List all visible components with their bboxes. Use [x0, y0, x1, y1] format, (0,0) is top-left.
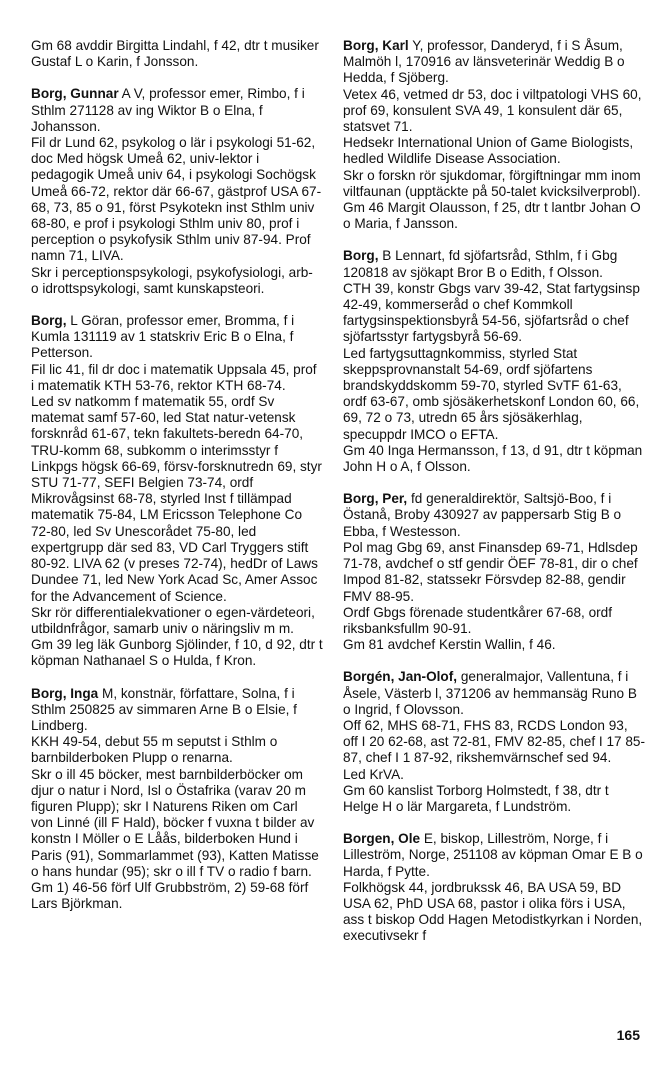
- entry-heading: [31, 313, 323, 362]
- entry-borg-gunnar: [31, 86, 323, 297]
- entry-name: Borg, Karl: [343, 38, 409, 53]
- entry-name: Borgén, Jan-Olof,: [343, 669, 458, 685]
- entry-paragraph: Gm 81 avdchef Kerstin Wallin, f 46.: [343, 637, 556, 653]
- entry-paragraph: Gm 40 Inga Hermansson, f 13, d 91, dtr t köpman John H o A, f Olsson.: [343, 442, 643, 475]
- entry-borgen-jan-olof: [343, 669, 645, 815]
- entry-paragraph: Led sv natkomm f matematik 55, ordf Sv matemat samf 57-60, led Stat natur-vetensk forsknråd 61-67, tekn fakultets-beredn 64-70, TRU-komm 68, subkomm o interimsstyr f Linkpgs högsk 66-69, försv-forsknutredn 69, styr STU 71-77, SEFI Belgien 73-74, ordf Mikrovågsinst 68-78, styrled Inst f tillämpad matematik 75-84, LM Ericsson Telephone Co 72-80, led Sv Unescorådet 75-80, led expertgrupp där sed 83, VD Carl Tryggers stift 80-92. LIVA 62 (v preses 72-74), hedDr of Laws Dundee 71, led New York Acad Sc, Amer Assoc for the Advancement of Science.: [31, 394, 322, 604]
- entry-paragraph: Ordf Gbgs förenade studentkårer 67-68, ordf riksbanksfullm 90-91.: [343, 604, 613, 636]
- entry-name: Borg,: [343, 248, 379, 264]
- entry-paragraph: Vetex 46, vetmed dr 53, doc i viltpatologi VHS 60, prof 69, konsulent SVA 49, 1 konsulent där 65, statsvet 71.: [343, 86, 642, 135]
- entry-intro: M, konstnär, författare, Solna, f i Sthlm 250825 av simmaren Arne B o Elsie, f Lindberg.: [31, 685, 297, 733]
- entry-paragraph: Pol mag Gbg 69, anst Finansdep 69-71, Hdlsdep 71-78, avdchef o stf gendir ÖEF 78-81, dir o chef Impod 81-82, statssekr Försvdep 82-88, gendir FMV 88-95.: [343, 539, 638, 604]
- entry-paragraph: Gm 46 Margit Olausson, f 25, dtr t lantbr Johan O o Maria, f Jansson.: [343, 200, 641, 232]
- entry-name: Borgen, Ole: [343, 831, 421, 847]
- entry-name: Borg, Per,: [343, 491, 408, 507]
- entry-intro: Y, professor, Danderyd, f i S Åsum, Malmöh l, 170916 av länsveterinär Weddig B o Hedda, f Sjöberg.: [343, 38, 625, 86]
- entry-intro: A V, professor emer, Rimbo, f i Sthlm 271128 av ing Wiktor B o Elna, f Johansson.: [31, 86, 305, 134]
- entry-paragraph: Gm 39 leg läk Gunborg Sjölinder, f 10, d 92, dtr t köpman Nathanael S o Hulda, f Kron.: [31, 637, 323, 669]
- entry-paragraph: Gm 68 avddir Birgitta Lindahl, f 42, dtr t musiker Gustaf L o Karin, f Jonsson.: [31, 38, 319, 70]
- entry-intro: fd generaldirektör, Saltsjö-Boo, f i Östanå, Broby 430927 av pappersarb Stig B o Ebba, f Westesson.: [343, 491, 622, 539]
- entry-paragraph: Hedsekr International Union of Game Biologists, hedled Wildlife Disease Association.: [343, 135, 634, 167]
- entry-paragraph: Skr rör differentialekvationer o egen-värdeteori, utbildnfrågor, samarb univ o näringsliv m m.: [31, 604, 315, 636]
- entry-heading: [343, 491, 645, 540]
- entry-continuation: [31, 38, 323, 70]
- entry-borg-lennart: [343, 248, 645, 475]
- entry-paragraph: Folkhögsk 44, jordbrukssk 46, BA USA 59, BD USA 62, PhD USA 68, pastor i olika förs i USA, ass t biskop Odd Hagen Metodistkyrkan i Norden, executivsekr f: [343, 879, 643, 944]
- entry-heading: [343, 38, 645, 87]
- entry-paragraph: Skr o ill 45 böcker, mest barnbilderböcker om djur o natur i Nord, Isl o Östafrika (varav 20 m figuren Plupp); skr I Naturens Riken om Carl von Linné (ill F Hald), böcker f vuxna t bilder av konstn I Möller o E Låås, bilderboken Hund i Paris (91), Sommarlammet (93), Katten Matisse o hans hundar (95); skr o ill f TV o radio f barn.: [31, 766, 319, 879]
- entry-borg-karl: [343, 38, 645, 232]
- right-column: [343, 38, 645, 961]
- entry-heading: [343, 669, 645, 718]
- entry-paragraph: Skr o forskn rör sjukdomar, förgiftningar mm inom viltfaunan (upptäckte på 50-talet kvicksilverprobl).: [343, 167, 641, 199]
- entry-borg-inga: [31, 686, 323, 913]
- entry-paragraph: Off 62, MHS 68-71, FHS 83, RCDS London 93, off I 20 62-68, ast 72-81, FMV 82-85, chef I 17 85-87, chef I 1 87-92, rikshemvärnschef sed 94.: [343, 717, 646, 766]
- entry-paragraph: Led KrVA.: [343, 766, 404, 782]
- entry-name: Borg,: [31, 313, 67, 329]
- entry-paragraph: Fil lic 41, fil dr doc i matematik Uppsala 45, prof i matematik KTH 53-76, rektor KTH 68-74.: [31, 361, 317, 393]
- left-column: [31, 38, 323, 928]
- entry-borg-per: [343, 491, 645, 653]
- entry-borg-goran: [31, 313, 323, 669]
- entry-paragraph: CTH 39, konstr Gbgs varv 39-42, Stat fartygsinsp 42-49, kommerseråd o chef Kommkoll fartygsinspektionsbyrå 54-56, sjöfartsråd o chef sjöfartsstyr fartygsbyrå 56-69.: [343, 280, 640, 345]
- entry-intro: generalmajor, Vallentuna, f i Åsele, Västerb l, 371206 av hemmansäg Runo B o Ingrid, f Olovsson.: [343, 669, 637, 717]
- entry-paragraph: Skr i perceptionspsykologi, psykofysiologi, arb- o idrottspsykologi, samt kunskapsteori.: [31, 264, 313, 296]
- entry-heading: [343, 248, 645, 280]
- entry-heading: [31, 86, 323, 135]
- entry-intro: E, biskop, Lilleström, Norge, f i Lilleström, Norge, 251108 av köpman Omar E B o Harda, f Pytte.: [343, 831, 643, 879]
- page-number: 165: [616, 1027, 640, 1043]
- entry-intro: L Göran, professor emer, Bromma, f i Kumla 131119 av 1 statskriv Eric B o Elna, f Petterson.: [31, 313, 295, 361]
- entry-paragraph: Gm 60 kanslist Torborg Holmstedt, f 38, dtr t Helge H o lär Margareta, f Lundström.: [343, 782, 609, 814]
- entry-heading: [343, 831, 645, 880]
- entry-paragraph: KKH 49-54, debut 55 m seputst i Sthlm o barnbilderboken Plupp o renarna.: [31, 734, 278, 766]
- entry-paragraph: Gm 1) 46-56 förf Ulf Grubbström, 2) 59-68 förf Lars Björkman.: [31, 879, 309, 912]
- entry-borgen-ole: [343, 831, 645, 944]
- entry-name: Borg, Inga: [31, 685, 99, 701]
- entry-heading: [31, 686, 323, 735]
- entry-intro: B Lennart, fd sjöfartsråd, Sthlm, f i Gbg 120818 av sjökapt Bror B o Edith, f Olsson.: [343, 248, 618, 280]
- entry-name: Borg, Gunnar: [31, 86, 119, 102]
- entry-paragraph: Led fartygsuttagnkommiss, styrled Stat skeppsprovnanstalt 54-69, ordf sjöfartens brandskyddskomm 59-70, styrled SvTF 61-63, ordf 63-67, omb sjösäkerhetskonf London 60, 66, 69, 72 o 73, utredn 65 års sjösäkerhlag, specuppdr IMCO o EFTA.: [343, 345, 640, 442]
- entry-paragraph: Fil dr Lund 62, psykolog o lär i psykologi 51-62, doc Med högsk Umeå 62, univ-lektor i pedagogik Umeå univ 64, i psykologi Sochögsk Umeå 66-72, rektor där 66-67, gästprof USA 67-68, 73, 85 o 91, först Psykotekn inst Sthlm univ 68-80, e prof i psykologi Sthlm univ 80, prof i perception o psykofysik Sthlm univ 87-94. Prof namn 71, LIVA.: [31, 135, 322, 264]
